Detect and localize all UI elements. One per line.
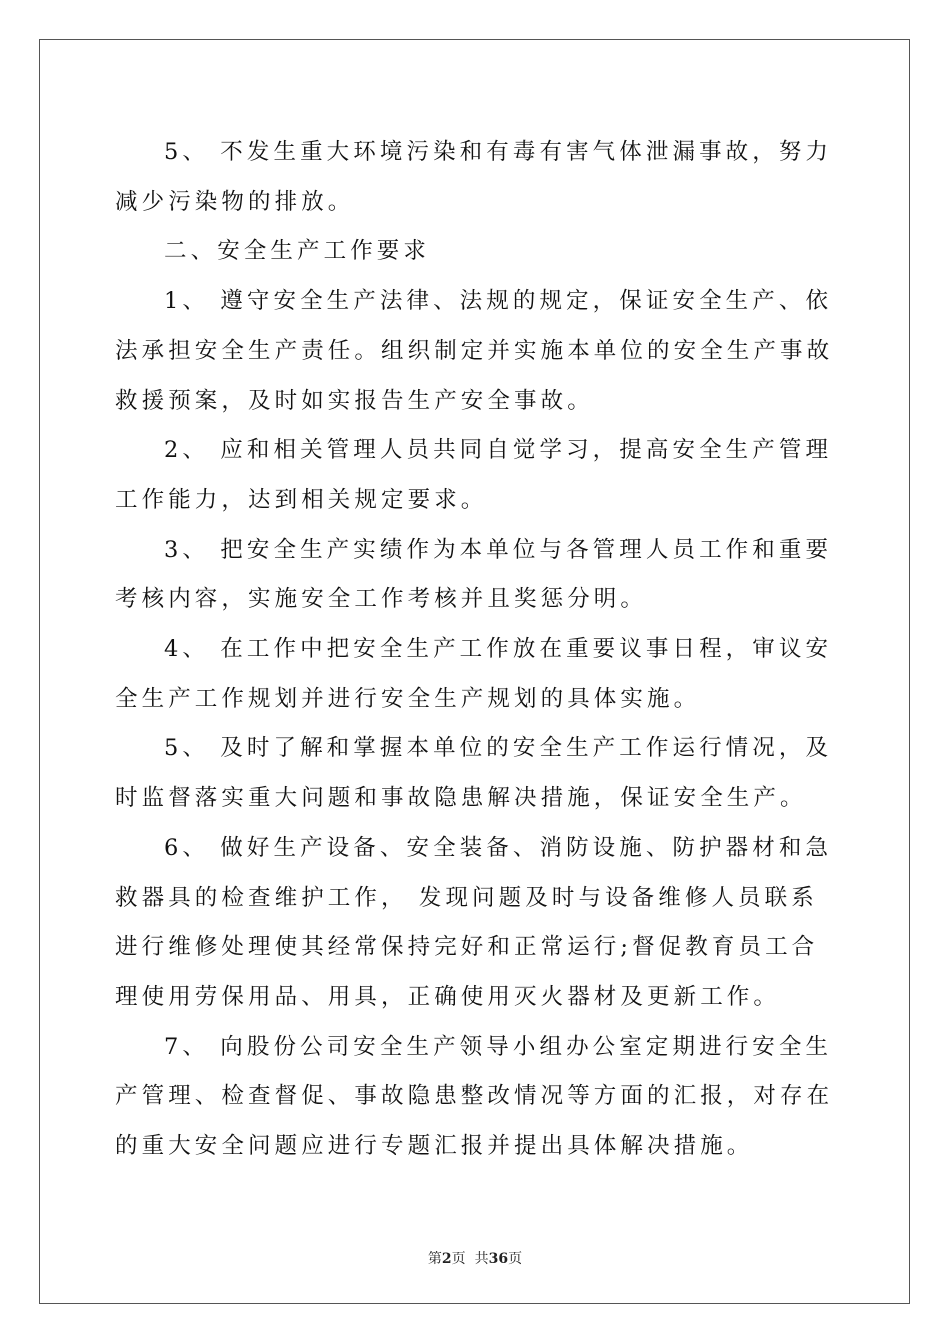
paragraph: 5、 及时了解和掌握本单位的安全生产工作运行情况，及时监督落实重大问题和事故隐患解决措施，保证安全生产。	[115, 735, 833, 812]
footer-page-suffix: 页 共	[451, 1251, 489, 1267]
document-body	[115, 128, 843, 1172]
paragraph: 3、 把安全生产实绩作为本单位与各管理人员工作和重要考核内容，实施安全工作考核并且奖惩分明。	[115, 536, 833, 613]
footer-prefix: 第	[427, 1251, 442, 1267]
total-page-count: 36	[488, 1251, 509, 1267]
paragraph: 2、 应和相关管理人员共同自觉学习，提高安全生产管理工作能力，达到相关规定要求。	[115, 437, 833, 513]
section-heading: 二、安全生产工作要求	[164, 238, 431, 265]
page-footer	[0, 1248, 950, 1268]
paragraph: 7、 向股份公司安全生产领导小组办公室定期进行安全生产管理、检查督促、事故隐患整改情况等方面的汇报，对存在的重大安全问题应进行专题汇报并提出具体解决措施。	[115, 1033, 834, 1160]
current-page-number: 2	[441, 1251, 452, 1267]
paragraph: 1、 遵守安全生产法律、法规的规定，保证安全生产、依法承担安全生产责任。组织制定并实施本单位的安全生产事故救援预案，及时如实报告生产安全事故。	[115, 288, 834, 414]
paragraph: 6、 做好生产设备、安全装备、消防设施、防护器材和急救器具的检查维护工作， 发现问题及时与设备维修人员联系进行维修处理使其经常保持完好和正常运行;督促教育员工合理使用劳保用品、用具，正确使用灭火器材及更新工作。	[115, 834, 833, 1010]
paragraph: 4、 在工作中把安全生产工作放在重要议事日程，审议安全生产工作规划并进行安全生产规划的具体实施。	[115, 636, 833, 712]
footer-total-suffix: 页	[508, 1251, 523, 1267]
paragraph: 5、 不发生重大环境污染和有毒有害气体泄漏事故，努力减少污染物的排放。	[115, 139, 833, 215]
